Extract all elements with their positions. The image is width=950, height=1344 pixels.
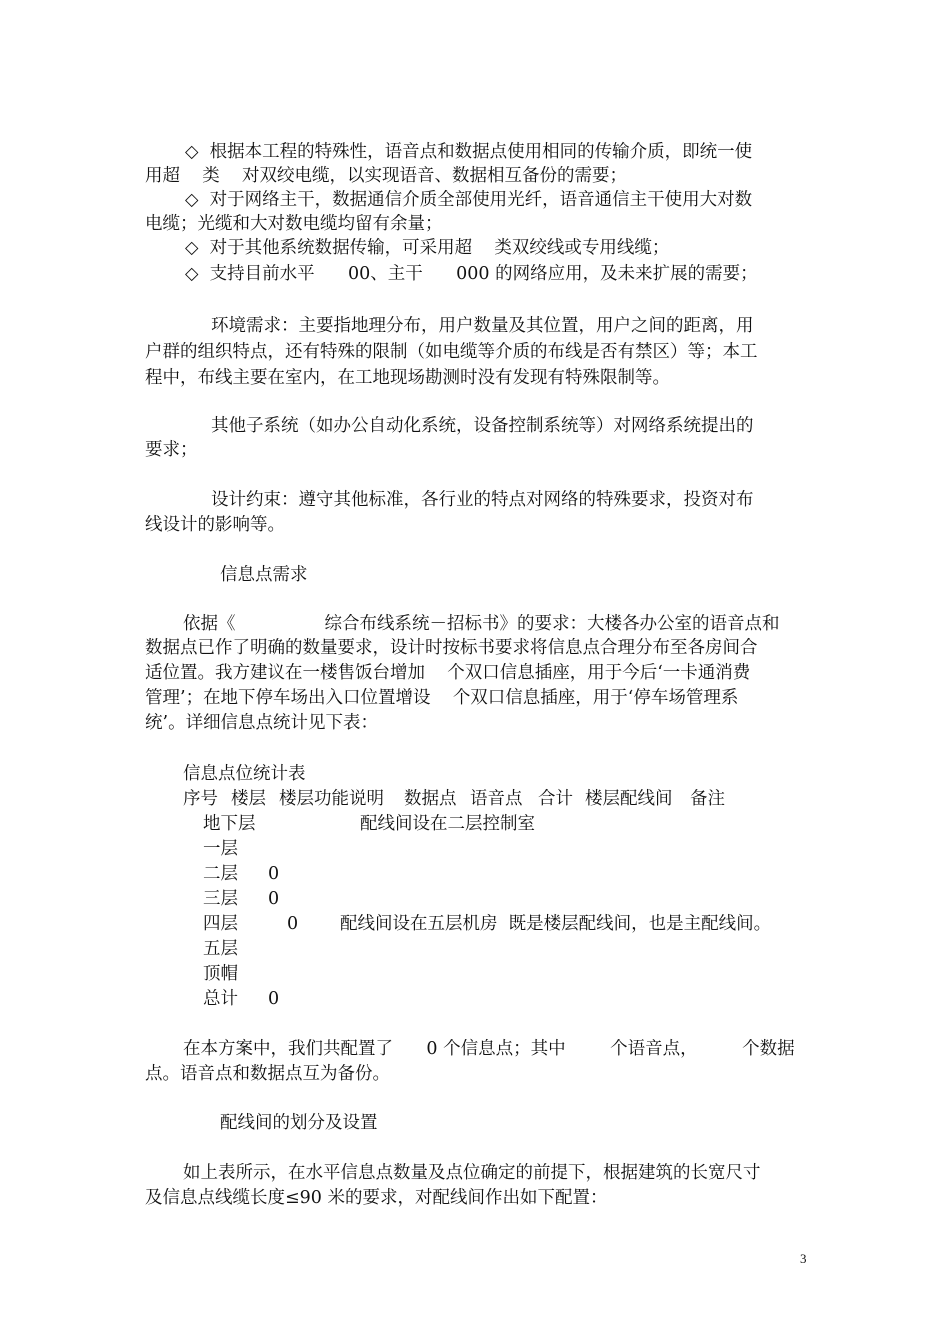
closet-para-line-1: 如上表所示，在水平信息点数量及点位确定的前提下，根据建筑的长宽尺寸 bbox=[183, 1163, 761, 1183]
basis-para-line-4: 管理’；在地下停车场出入口位置增设 个双口信息插座，用于‘停车场管理系 bbox=[145, 688, 739, 708]
other-para-line-2: 要求； bbox=[145, 440, 198, 460]
table-row-floor: 二层 bbox=[203, 864, 238, 884]
table-row-total: 0 bbox=[287, 914, 299, 934]
bullet-1-line-2: 用超 类 对双绞电缆，以实现语音、数据相互备份的需要； bbox=[145, 166, 628, 186]
table-row-note: 配线间设在五层机房 既是楼层配线间，也是主配线间。 bbox=[340, 914, 772, 934]
design-para-line-1: 设计约束：遵守其他标准，各行业的特点对网络的特殊要求，投资对布 bbox=[211, 490, 754, 510]
table-row-total: 0 bbox=[268, 889, 280, 909]
bullet-1-line-1: ◇ 根据本工程的特殊性，语音点和数据点使用相同的传输介质，即统一使 bbox=[185, 142, 753, 162]
table-header-seq: 序号 bbox=[183, 789, 218, 809]
page-number: 3 bbox=[800, 1251, 807, 1266]
bullet-3: ◇ 对于其他系统数据传输，可采用超 类双绞线或专用线缆； bbox=[185, 238, 670, 258]
table-header-closet: 楼层配线间 bbox=[585, 789, 673, 809]
bullet-2-line-2: 电缆；光缆和大对数电缆均留有余量； bbox=[145, 214, 443, 234]
table-row-total: 0 bbox=[268, 989, 280, 1009]
table-row-floor: 总计 bbox=[203, 989, 238, 1009]
table-header-remarks: 备注 bbox=[690, 789, 725, 809]
table-row-floor: 四层 bbox=[203, 914, 238, 934]
table-row-floor: 三层 bbox=[203, 889, 238, 909]
basis-para-line-5: 统’。详细信息点统计见下表： bbox=[145, 713, 379, 733]
basis-para-line-3: 适位置。我方建议在一楼售饭台增加 个双口信息插座，用于今后‘一卡通消费 bbox=[145, 663, 751, 683]
other-para-line-1: 其他子系统（如办公自动化系统，设备控制系统等）对网络系统提出的 bbox=[211, 416, 754, 436]
summary-para-line-1: 在本方案中，我们共配置了 0 个信息点；其中 个语音点， 个数据 bbox=[183, 1039, 795, 1059]
bullet-2-line-1: ◇ 对于网络主干，数据通信介质全部使用光纤，语音通信主干使用大对数 bbox=[185, 190, 753, 210]
bullet-4: ◇ 支持目前水平 00、主干 000 的网络应用，及未来扩展的需要； bbox=[185, 264, 758, 284]
table-header-function: 楼层功能说明 bbox=[279, 789, 384, 809]
design-para-line-2: 线设计的影响等。 bbox=[145, 515, 285, 535]
table-header-data-points: 数据点 bbox=[404, 789, 457, 809]
table-title: 信息点位统计表 bbox=[183, 764, 306, 784]
summary-para-line-2: 点。语音点和数据点互为备份。 bbox=[145, 1064, 390, 1084]
table-row-total: 0 bbox=[268, 864, 280, 884]
table-header-floor: 楼层 bbox=[231, 789, 266, 809]
basis-para-line-2: 数据点已作了明确的数量要求，设计时按标书要求将信息点合理分布至各房间合 bbox=[145, 638, 758, 658]
env-para-line-3: 程中，布线主要在室内，在工地现场勘测时没有发现有特殊限制等。 bbox=[145, 368, 670, 388]
table-row-floor: 一层 bbox=[203, 839, 238, 859]
table-row-floor: 顶帽 bbox=[203, 964, 238, 984]
info-point-heading: 信息点需求 bbox=[220, 565, 308, 585]
table-row-floor: 五层 bbox=[203, 939, 238, 959]
env-para-line-1: 环境需求：主要指地理分布，用户数量及其位置，用户之间的距离，用 bbox=[211, 316, 754, 336]
basis-para-line-1: 依据《 综合布线系统－招标书》的要求：大楼各办公室的语音点和 bbox=[183, 614, 780, 634]
table-row-note: 配线间设在二层控制室 bbox=[360, 814, 535, 834]
env-para-line-2: 户群的组织特点，还有特殊的限制（如电缆等介质的布线是否有禁区）等；本工 bbox=[145, 342, 758, 362]
closet-para-line-2: 及信息点线缆长度≤90 米的要求，对配线间作出如下配置： bbox=[145, 1188, 608, 1208]
table-row-floor: 地下层 bbox=[203, 814, 256, 834]
table-header-voice-points: 语音点 bbox=[470, 789, 523, 809]
closet-heading: 配线间的划分及设置 bbox=[220, 1113, 378, 1133]
table-header-total: 合计 bbox=[538, 789, 573, 809]
